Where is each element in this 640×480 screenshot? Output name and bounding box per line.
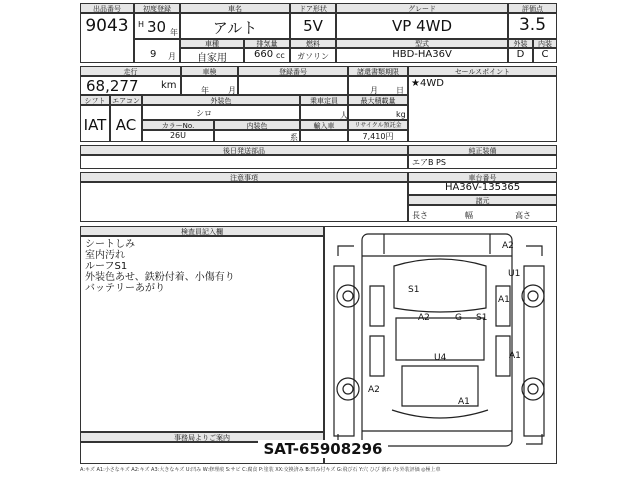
fuel: ガソリン (297, 52, 329, 61)
fuel-header: 燃料 (290, 39, 336, 48)
damage-mark: A2 (502, 241, 514, 251)
mileage-unit: km (161, 80, 177, 91)
standard-equip-header: 純正装備 (408, 145, 557, 155)
int-color-header: 内装色 (214, 120, 300, 130)
mileage: 68,277 (86, 77, 139, 95)
manual-day-unit: 日 (396, 86, 404, 95)
notes-header: 注意事項 (80, 172, 408, 182)
dimensions-header: 諸元 (408, 195, 557, 205)
car-diagram (324, 226, 557, 464)
ext-color: シロ (196, 109, 212, 118)
insp-year-unit: 年 (201, 86, 209, 95)
aircon-header: エアコン (110, 95, 142, 105)
model: HBD-HA36V (392, 49, 452, 60)
lot-no: 9043 (85, 16, 129, 36)
grade-header: グレード (336, 3, 508, 13)
capacity-header: 乗車定員 (300, 95, 348, 105)
chassis-no: HA36V-135365 (444, 182, 521, 193)
length-label: 長さ (412, 211, 428, 220)
displacement-unit: cc (276, 51, 285, 60)
inspector-notes (85, 239, 235, 294)
color-no: 26U (169, 131, 187, 140)
damage-mark: S1 (476, 313, 488, 323)
note-line: シートしみ (85, 239, 135, 250)
width-label: 幅 (465, 211, 473, 220)
damage-mark: A1 (509, 351, 521, 361)
recycle: 7,410円 (362, 132, 394, 141)
shift-header: シフト (80, 95, 110, 105)
aircon: AC (115, 116, 137, 134)
import-cell (300, 130, 348, 142)
max-load-header: 最大積載量 (348, 95, 408, 105)
car-name-header: 車名 (180, 3, 290, 13)
standard-equip: エアB PS (412, 158, 446, 167)
exterior-header: 外装 (508, 39, 533, 48)
first-reg-header: 初度登録 (134, 3, 180, 13)
exterior-grade: D (516, 49, 525, 60)
recycle-header: リサイクル預託金 (348, 120, 408, 130)
later-parts-cell (80, 155, 408, 169)
score-header: 評価点 (508, 3, 557, 13)
shift: IAT (83, 116, 107, 134)
office-header: 事務局よりご案内 (80, 432, 324, 442)
model-header: 型式 (336, 39, 508, 48)
body-type-header: 車種 (180, 39, 244, 48)
sales-point: ★4WD (411, 78, 444, 89)
interior-header: 内装 (533, 39, 557, 48)
load-unit: kg (396, 110, 406, 119)
dimensions-cell (408, 205, 557, 222)
ext-color-header: 外装色 (142, 95, 300, 105)
ext-color-cell (142, 105, 300, 120)
damage-mark: U1 (508, 269, 521, 279)
manual-date-header: 諸還書類期限 (348, 66, 408, 76)
score: 3.5 (518, 15, 547, 35)
damage-mark: S1 (408, 285, 420, 295)
reg-no-cell (238, 76, 348, 95)
reg-month: 9 (150, 49, 157, 60)
inspection-header: 車検 (181, 66, 238, 76)
damage-mark: A2 (418, 313, 430, 323)
note-line: ルーフS1 (85, 261, 128, 272)
chassis-no-header: 車台番号 (408, 172, 557, 182)
damage-mark: A1 (458, 397, 470, 407)
import-header: 輸入車 (300, 120, 348, 130)
doors-header: ドア形状 (290, 3, 336, 13)
int-color-cell (214, 130, 300, 142)
reg-no-header: 登録番号 (238, 66, 348, 76)
damage-mark: U4 (434, 353, 447, 363)
interior-grade: C (541, 49, 549, 60)
doors: 5V (303, 17, 323, 35)
capacity-unit: 人 (340, 111, 348, 120)
reg-year: 30 (147, 18, 167, 36)
inspector-header: 検査員記入欄 (80, 226, 324, 236)
height-label: 高さ (515, 211, 531, 220)
note-line: 室内汚れ (85, 250, 125, 261)
color-no-header: カラーNo. (142, 120, 214, 130)
manual-month-unit: 月 (370, 86, 378, 95)
displacement: 660 (254, 49, 274, 60)
month-unit: 月 (168, 52, 176, 61)
displacement-header: 排気量 (244, 39, 290, 48)
year-unit: 年 (170, 28, 178, 37)
mileage-header: 走行 (80, 66, 181, 76)
note-line: バッテリーあがり (85, 283, 165, 294)
usage: 自家用 (197, 53, 227, 64)
damage-mark: A1 (498, 295, 510, 305)
lot-no-header: 出品番号 (80, 3, 134, 13)
notes-cell (80, 182, 408, 222)
later-parts-header: 後日発送部品 (80, 145, 408, 155)
insp-month-unit: 月 (228, 86, 236, 95)
int-color-unit: 系 (290, 133, 298, 142)
stamp-id: SAT-65908296 (258, 440, 388, 458)
note-line: 外装色あせ、鉄粉付着、小傷有り (85, 272, 235, 283)
era: H (138, 20, 145, 29)
grade: VP 4WD (392, 17, 452, 35)
damage-mark: G (455, 313, 462, 323)
sales-point-header: セールスポイント (408, 66, 557, 76)
car-name: アルト (212, 19, 258, 37)
damage-mark: A2 (368, 385, 380, 395)
legend-text: A:キズ A1:小さなキズ A2:キズ A3:大きなキズ U:凹み W:修理痕 S:サビ C:腐食 P:塗装 XX:交換済み B:凹み付キズ G:飛び石 Y:穴 ひび 割れ 内:外装評価 ◎極上車 (80, 467, 441, 473)
